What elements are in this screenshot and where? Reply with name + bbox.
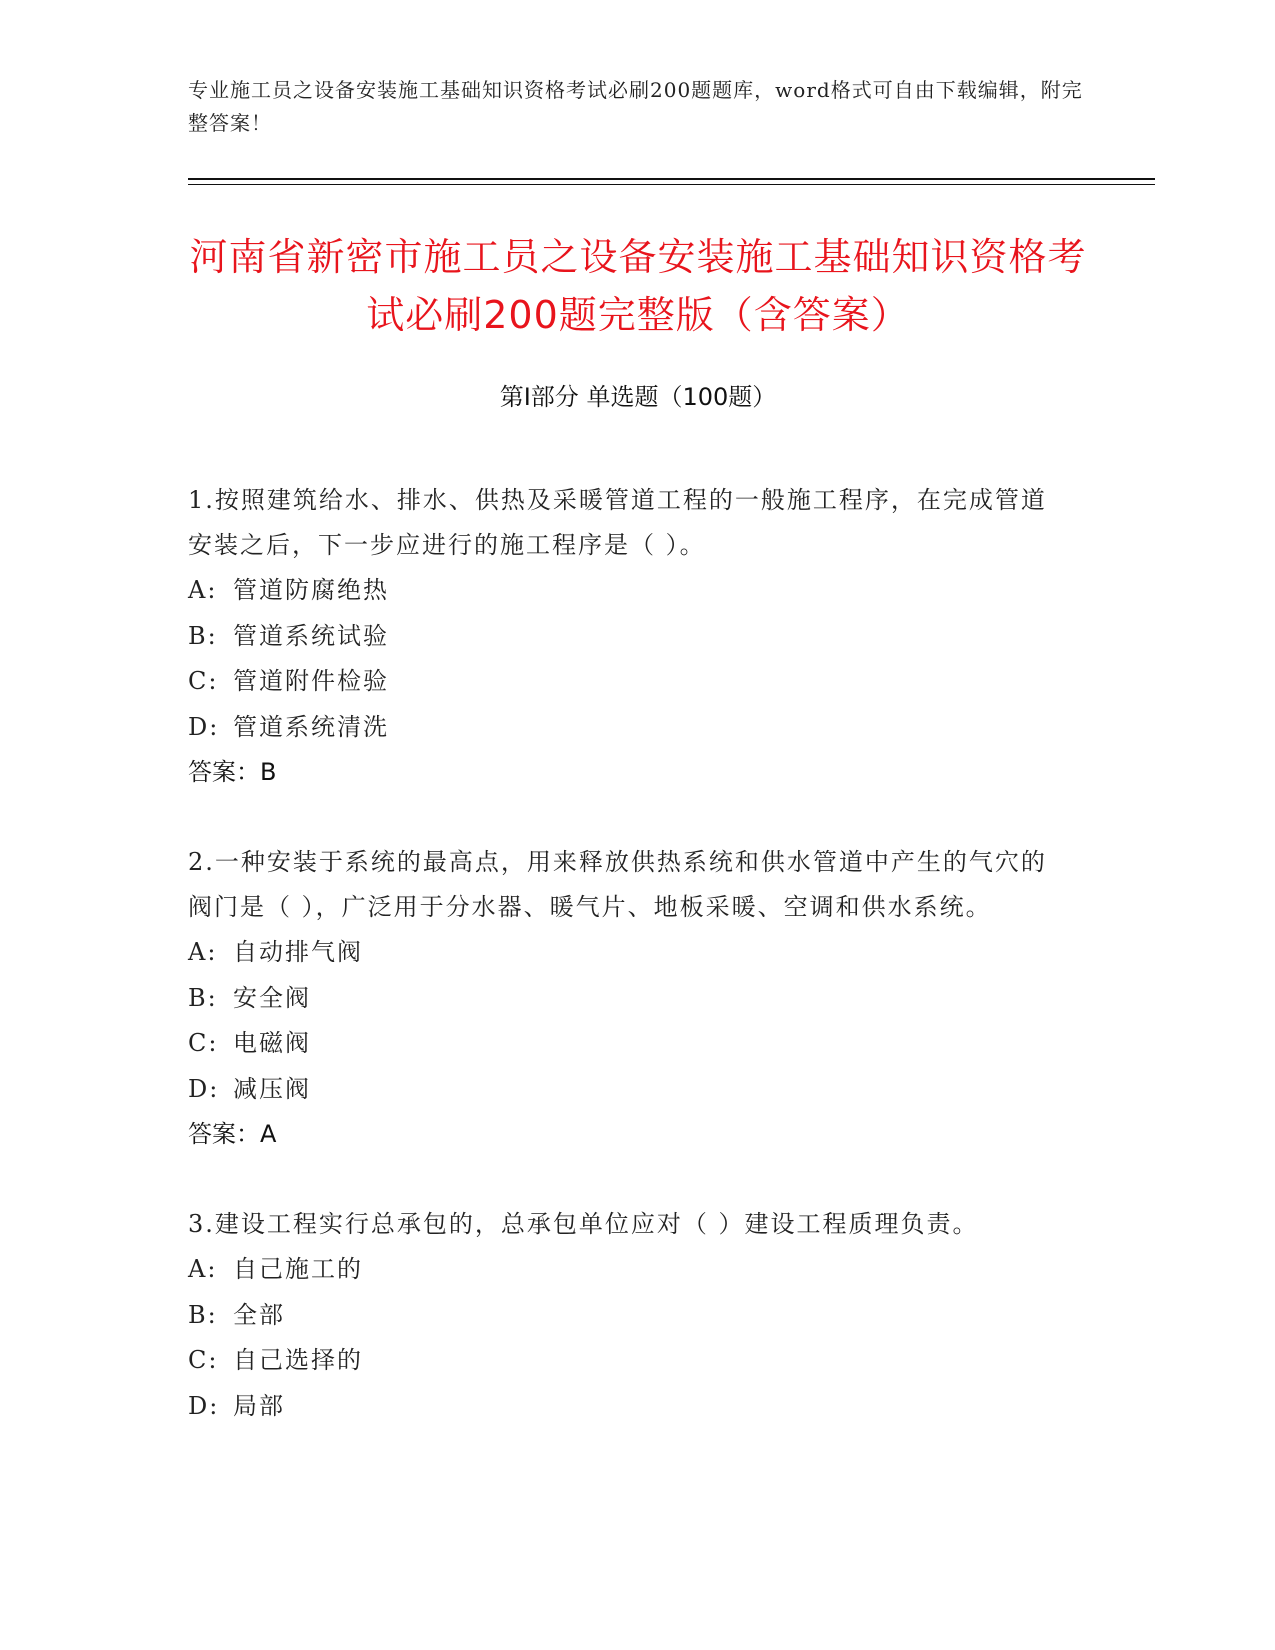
option-d (188, 1067, 1068, 1113)
option-key: C: (188, 667, 219, 695)
option-c (188, 659, 1068, 705)
option-key: D: (188, 712, 220, 741)
option-key: A: (188, 1255, 218, 1283)
option-text: 管道系统清洗 (233, 712, 389, 741)
option-a (188, 930, 1068, 976)
document-title: 河南省新密市施工员之设备安装施工基础知识资格考试必刷200题完整版（含答案） (189, 235, 1087, 337)
question-list (188, 478, 1068, 1474)
option-key: B: (188, 983, 218, 1012)
option-key: C: (188, 1346, 219, 1374)
option-text: 管道系统试验 (233, 621, 389, 650)
option-key: B: (188, 1300, 218, 1329)
option-key: B: (188, 621, 218, 650)
option-text: 自己选择的 (233, 1346, 363, 1374)
option-text: 局部 (233, 1391, 285, 1420)
option-b (188, 976, 1068, 1022)
option-key: A: (188, 576, 218, 604)
question-stem: 1.按照建筑给水、排水、供热及采暖管道工程的一般施工程序，在完成管道安装之后，下一步应进行的施工程序是（ ）。 (188, 486, 1047, 559)
option-key: D: (188, 1391, 220, 1420)
option-key: A: (188, 938, 218, 966)
option-a (188, 568, 1068, 614)
option-key: C: (188, 1029, 219, 1057)
header-note: 专业施工员之设备安装施工基础知识资格考试必刷200题题库，word格式可自由下载编辑，附完整答案！ (188, 78, 1083, 135)
option-b (188, 1293, 1068, 1339)
section-title: 第I部分 单选题（100题） (499, 383, 777, 411)
question-stem: 2.一种安装于系统的最高点，用来释放供热系统和供水管道中产生的气穴的阀门是（ ），广泛用于分水器、暖气片、地板采暖、空调和供水系统。 (188, 848, 1047, 921)
option-text: 管道附件检验 (233, 667, 389, 695)
header-divider-thick (188, 178, 1155, 180)
option-text: 自己施工的 (233, 1255, 363, 1283)
option-d (188, 705, 1068, 751)
option-c (188, 1338, 1068, 1384)
question-stem: 3.建设工程实行总承包的，总承包单位应对（ ）建设工程质理负责。 (188, 1210, 979, 1238)
option-text: 减压阀 (233, 1074, 311, 1103)
option-key: D: (188, 1074, 220, 1103)
option-b (188, 614, 1068, 660)
answer-line: 答案：A (188, 1120, 277, 1148)
option-d (188, 1384, 1068, 1430)
option-text: 全部 (233, 1300, 285, 1329)
answer-line: 答案：B (188, 758, 277, 786)
question-3 (188, 1202, 1068, 1429)
option-c (188, 1021, 1068, 1067)
option-text: 自动排气阀 (233, 938, 363, 966)
option-text: 安全阀 (233, 983, 311, 1012)
option-text: 电磁阀 (233, 1029, 311, 1057)
question-2 (188, 840, 1068, 1157)
header-divider-thin (188, 184, 1155, 185)
question-1 (188, 478, 1068, 795)
option-text: 管道防腐绝热 (233, 576, 389, 604)
option-a (188, 1247, 1068, 1293)
